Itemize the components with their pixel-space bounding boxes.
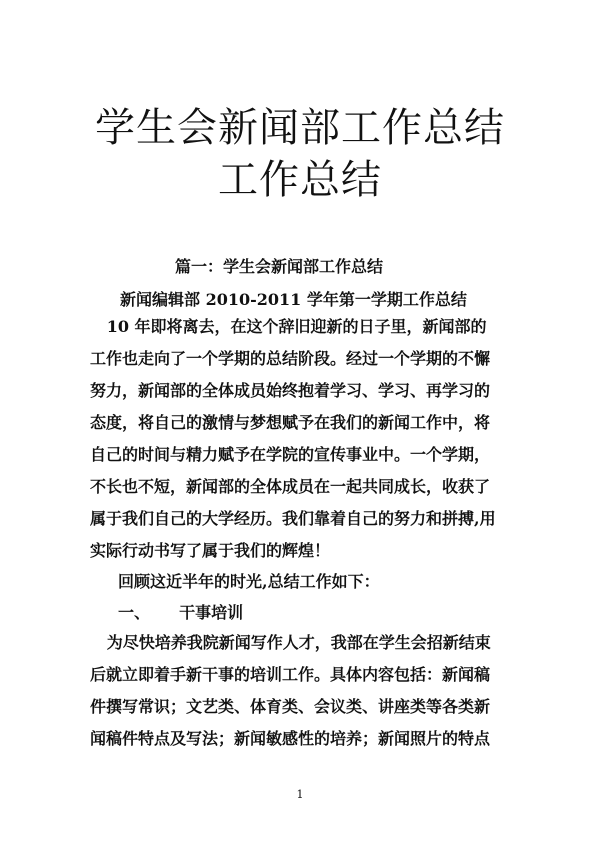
text-line: 工作也走向了一个学期的总结阶段。经过一个学期的不懈 (90, 349, 491, 368)
text-line: 后就立即着手新干事的培训工作。具体内容包括：新闻稿 (90, 665, 491, 684)
text-line: 实际行动书写了属于我们的辉煌！ (90, 541, 331, 560)
review-line: 回顾这近半年的时光,总结工作如下： (118, 572, 380, 591)
paragraph-intro (90, 311, 520, 567)
document-title: 学生会新闻部工作总结 (95, 105, 505, 151)
text-line: 努力，新闻部的全体成员始终抱着学习、学习、再学习的 (90, 381, 491, 400)
paragraph-training (90, 627, 520, 755)
list-item-title: 干事培训 (179, 603, 244, 622)
text-line: 态度，将自己的激情与梦想赋予在我们的新闻工作中，将 (90, 413, 491, 432)
list-item-number: 一、 (118, 603, 151, 622)
document-subtitle: 工作总结 (218, 157, 382, 203)
page-number: 1 (296, 788, 304, 801)
text-line: 不长也不短，新闻部的全体成员在一起共同成长，收获了 (90, 477, 491, 496)
list-item-heading (118, 597, 243, 629)
text-line: 属于我们自己的大学经历。我们靠着自己的努力和拼搏,用 (90, 509, 496, 528)
text-line: 自己的时间与精力赋予在学院的宣传事业中。一个学期， (90, 445, 491, 464)
section-title: 篇一：学生会新闻部工作总结 (175, 257, 384, 276)
text-line: 10 年即将离去，在这个辞旧迎新的日子里，新闻部的 (90, 317, 487, 336)
text-line: 闻稿件特点及写法；新闻敏感性的培养；新闻照片的特点 (90, 729, 491, 748)
text-line: 为尽快培养我院新闻写作人才，我部在学生会招新结束 (90, 633, 491, 652)
report-subheading: 新闻编辑部 2010-2011 学年第一学期工作总结 (120, 290, 467, 309)
text-line: 件撰写常识；文艺类、体育类、会议类、讲座类等各类新 (90, 697, 491, 716)
